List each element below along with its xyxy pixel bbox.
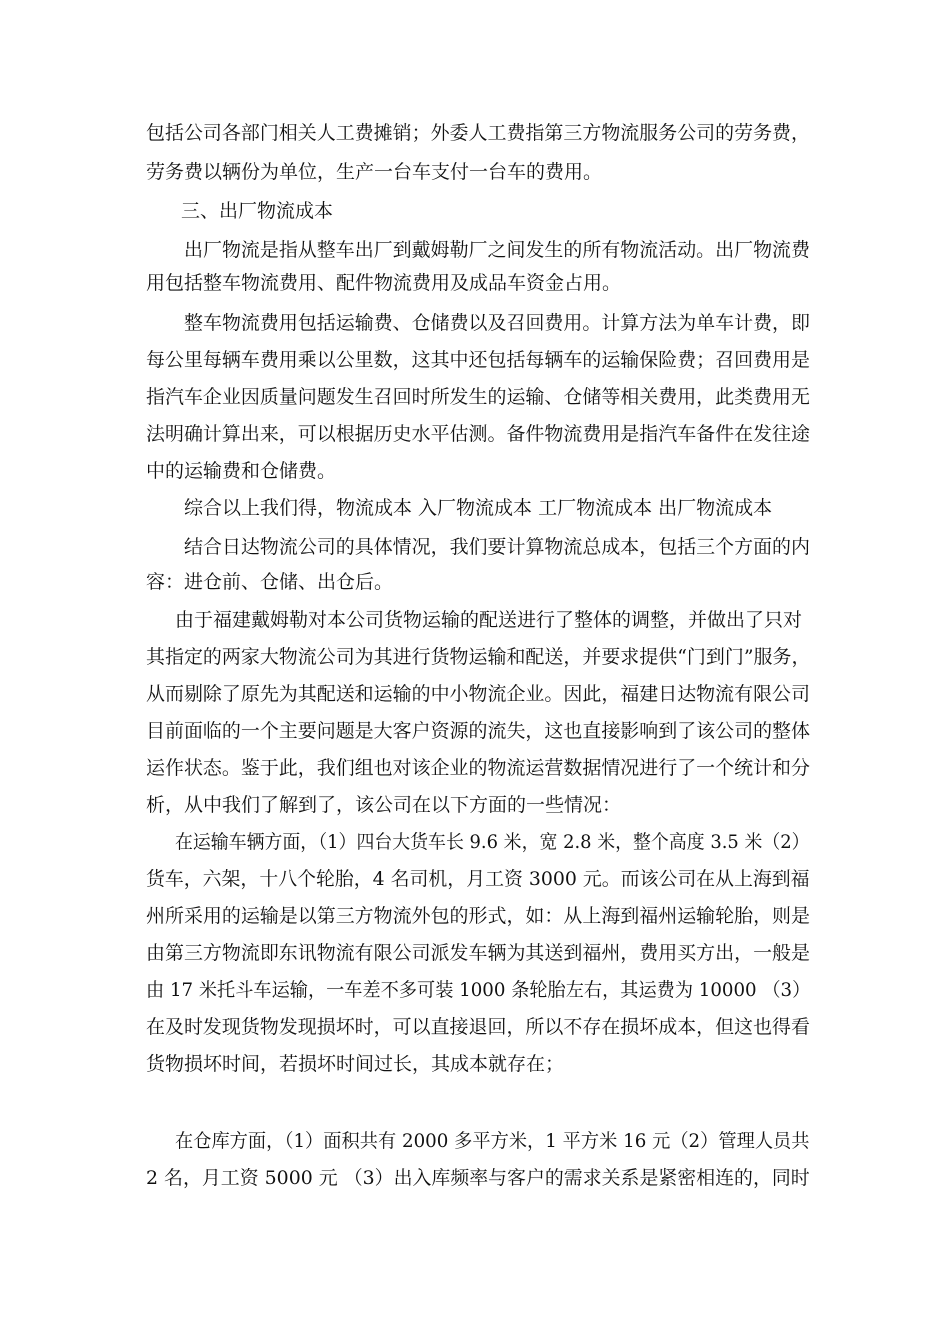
text-line: 析，从中我们了解到了，该公司在以下方面的一些情况： [146, 794, 622, 816]
text-line: 在及时发现货物发现损坏时，可以直接退回，所以不存在损坏成本，但这也得看 [146, 1016, 811, 1038]
text-line: 从而剔除了原先为其配送和运输的中小物流企业。因此，福建日达物流有限公司 [146, 683, 811, 705]
text-line: 州所采用的运输是以第三方物流外包的形式，如：从上海到福州运输轮胎，则是 [146, 905, 811, 927]
text-line: 其指定的两家大物流公司为其进行货物运输和配送，并要求提供“门到门”服务， [146, 646, 811, 668]
text-line: 包括公司各部门相关人工费摊销；外委人工费指第三方物流服务公司的劳务费， [146, 122, 811, 144]
text-line: 整车物流费用包括运输费、仓储费以及召回费用。计算方法为单车计费，即 [184, 312, 811, 334]
text-line: 2 名，月工资 5000 元 （3）出入库频率与客户的需求关系是紧密相连的，同时 [146, 1167, 810, 1189]
text-line: 出厂物流是指从整车出厂到戴姆勒厂之间发生的所有物流活动。出厂物流费 [184, 239, 811, 261]
section-heading: 三、出厂物流成本 [181, 200, 334, 222]
text-line: 劳务费以辆份为单位，生产一台车支付一台车的费用。 [146, 161, 603, 183]
text-line: 目前面临的一个主要问题是大客户资源的流失，这也直接影响到了该公司的整体 [146, 720, 811, 742]
text-line: 货车，六架，十八个轮胎，4 名司机，月工资 3000 元。而该公司在从上海到福 [146, 868, 810, 890]
text-line: 运作状态。鉴于此，我们组也对该企业的物流运营数据情况进行了一个统计和分 [146, 757, 811, 779]
text-line: 由第三方物流即东讯物流有限公司派发车辆为其送到福州，费用买方出，一般是 [146, 942, 811, 964]
text-line: 指汽车企业因质量问题发生召回时所发生的运输、仓储等相关费用，此类费用无 [146, 386, 811, 408]
text-line: 在仓库方面，（1）面积共有 2000 多平方米，1 平方米 16 元（2）管理人员共 [175, 1130, 810, 1152]
text-line: 由 17 米托斗车运输，一车差不多可装 1000 条轮胎左右，其运费为 10000 （3） [146, 979, 811, 1001]
text-line: 中的运输费和仓储费。 [146, 460, 337, 482]
text-line: 法明确计算出来，可以根据历史水平估测。备件物流费用是指汽车备件在发往途 [146, 423, 811, 445]
text-line: 货物损坏时间，若损坏时间过长，其成本就存在； [146, 1053, 565, 1075]
text-line: 综合以上我们得，物流成本 入厂物流成本 工厂物流成本 出厂物流成本 [184, 497, 773, 519]
text-line: 每公里每辆车费用乘以公里数，这其中还包括每辆车的运输保险费；召回费用是 [146, 349, 811, 371]
text-line: 用包括整车物流费用、配件物流费用及成品车资金占用。 [146, 272, 622, 294]
text-line: 结合日达物流公司的具体情况，我们要计算物流总成本，包括三个方面的内 [184, 536, 811, 558]
text-line: 在运输车辆方面，（1）四台大货车长 9.6 米，宽 2.8 米，整个高度 3.5 米（2） [175, 831, 810, 853]
text-line: 容：进仓前、仓储、出仓后。 [146, 571, 394, 593]
text-line: 由于福建戴姆勒对本公司货物运输的配送进行了整体的调整，并做出了只对 [175, 609, 803, 631]
